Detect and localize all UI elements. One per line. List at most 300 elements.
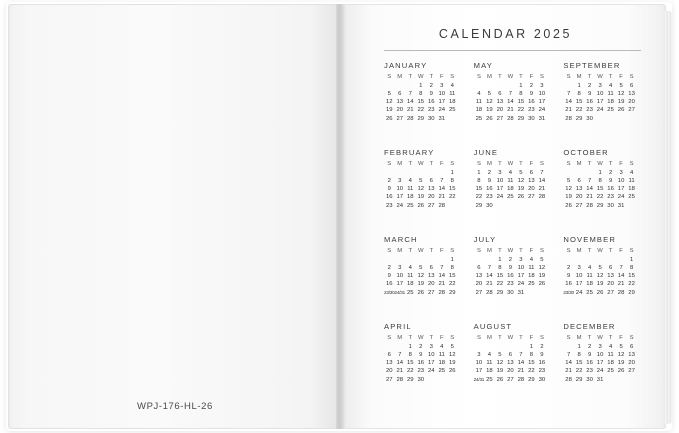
day-cell: 3: [619, 169, 623, 176]
weekday-header: S: [629, 335, 634, 341]
day-cell: 15: [517, 99, 525, 106]
day-cell: 30: [417, 376, 425, 383]
day-cell: 27: [575, 202, 583, 209]
weekday-header: S: [566, 335, 571, 341]
day-cell: 23/30: [384, 289, 395, 295]
day-cell: 23: [486, 194, 493, 201]
month-block: [563, 322, 647, 409]
day-cell: 27: [507, 376, 514, 383]
right-calendar-page: [346, 4, 666, 429]
month-table: [474, 73, 548, 123]
day-cell: 29: [417, 115, 425, 122]
day-cell-empty: [537, 202, 548, 210]
day-cell: 20: [496, 107, 504, 114]
month-block: [384, 148, 468, 235]
week-row: [563, 256, 637, 264]
week-row: [474, 351, 548, 359]
day-cell: 27: [528, 194, 535, 201]
day-cell: 1: [629, 256, 634, 263]
day-cell: 24: [596, 107, 604, 114]
weekday-header-row: [474, 160, 548, 169]
day-cell: 4: [450, 82, 454, 89]
month-block: [563, 235, 647, 322]
day-cell: 2: [608, 169, 613, 176]
day-cell: 21: [517, 368, 525, 375]
month-block: [384, 235, 468, 322]
day-cell: 24/31: [394, 289, 405, 295]
day-cell: 23: [507, 281, 514, 288]
weekday-header: T: [587, 74, 592, 80]
day-cell: 6: [429, 264, 433, 271]
day-cell: 31: [438, 115, 446, 122]
weekday-header: W: [507, 248, 514, 254]
day-cell-empty: [447, 115, 458, 123]
day-cell: 21: [396, 368, 404, 375]
day-cell: 14: [486, 273, 493, 280]
day-cell: 22: [448, 194, 456, 201]
weekday-header: M: [397, 74, 403, 80]
week-row: [563, 185, 637, 193]
week-row: [384, 289, 458, 297]
weekday-header: M: [576, 74, 582, 80]
day-cell-empty: [437, 256, 448, 264]
day-cell-empty: [405, 82, 416, 90]
day-cell: 22: [596, 194, 604, 201]
day-cell-empty: [395, 256, 406, 264]
week-row: [563, 343, 637, 351]
day-cell: 5: [487, 90, 492, 97]
day-cell-empty: [626, 115, 637, 123]
day-cell: 17: [396, 194, 404, 201]
month-table: [474, 334, 548, 384]
day-cell-empty: [484, 343, 495, 351]
week-row: [474, 185, 548, 193]
weekday-header: T: [408, 248, 413, 254]
day-cell: 26: [565, 202, 572, 209]
day-cell: 25: [607, 368, 614, 375]
week-row: [563, 202, 637, 210]
day-cell-empty: [584, 256, 595, 264]
month-block: [384, 61, 468, 148]
day-cell-empty: [505, 202, 516, 210]
week-row: [563, 367, 637, 375]
day-cell: 26: [448, 368, 456, 375]
weekday-header: F: [439, 74, 444, 80]
month-table: [474, 160, 548, 210]
day-cell: 12: [565, 186, 572, 193]
weekday-header: W: [417, 74, 424, 80]
day-cell: 14: [586, 186, 593, 193]
day-cell: 20: [507, 368, 514, 375]
day-cell: 4: [440, 343, 444, 350]
day-cell: 1: [577, 343, 581, 350]
day-cell: 2: [419, 343, 423, 350]
day-cell: 25: [448, 107, 456, 114]
day-cell: 1: [519, 82, 523, 89]
weekday-header: T: [519, 248, 523, 254]
day-cell: 4: [508, 169, 513, 176]
weekday-header: T: [519, 161, 523, 167]
day-cell: 10: [396, 186, 404, 193]
day-cell: 23: [586, 368, 593, 375]
sku-label: WPJ-176-HL-26: [137, 401, 213, 412]
day-cell: 14: [438, 273, 446, 280]
title-divider: [384, 50, 641, 51]
day-cell: 12: [617, 351, 625, 358]
day-cell: 18: [448, 99, 456, 106]
weekday-header: M: [486, 335, 492, 341]
day-cell: 7: [440, 177, 444, 184]
day-cell: 18: [586, 281, 593, 288]
day-cell: 27: [396, 115, 404, 122]
weekday-header: F: [439, 161, 444, 167]
day-cell: 26: [496, 376, 504, 383]
day-cell: 9: [387, 273, 391, 280]
day-cell: 20: [396, 107, 404, 114]
day-cell: 26: [538, 281, 546, 288]
day-cell: 13: [575, 186, 583, 193]
day-cell: 30: [586, 376, 593, 383]
day-cell: 11: [607, 351, 614, 358]
month-block: [474, 148, 558, 235]
day-cell: 8: [477, 177, 481, 184]
day-cell: 2: [587, 343, 592, 350]
day-cell: 28: [517, 376, 525, 383]
day-cell: 27: [427, 289, 435, 296]
day-cell: 3: [477, 351, 481, 358]
weekday-header: F: [529, 335, 534, 341]
day-cell: 28: [406, 115, 414, 122]
weekday-header: S: [476, 161, 481, 167]
day-cell: 12: [486, 99, 493, 106]
day-cell: 7: [587, 177, 592, 184]
day-cell: 28: [486, 289, 493, 296]
weekday-header: S: [450, 248, 455, 254]
day-cell: 14: [438, 186, 446, 193]
month-table: [384, 73, 458, 123]
day-cell: 23: [538, 368, 546, 375]
day-cell-empty: [447, 202, 458, 210]
week-row: [384, 115, 458, 123]
day-cell: 3: [429, 343, 433, 350]
week-row: [384, 106, 458, 114]
week-row: [563, 82, 637, 90]
day-cell: 5: [498, 351, 502, 358]
weekday-header: M: [486, 74, 492, 80]
weekday-header: W: [597, 248, 603, 254]
weekday-header: S: [539, 248, 544, 254]
day-cell: 9: [429, 90, 433, 97]
day-cell: 7: [487, 264, 492, 271]
weekday-header: M: [397, 248, 403, 254]
week-row: [563, 376, 637, 384]
week-row: [563, 272, 637, 280]
day-cell: 24: [438, 107, 446, 114]
day-cell-empty: [495, 343, 506, 351]
day-cell: 3: [519, 256, 523, 263]
day-cell: 28: [586, 202, 593, 209]
day-cell-empty: [526, 289, 537, 297]
week-row: [563, 177, 637, 185]
day-cell: 1: [498, 256, 502, 263]
month-name: MAY: [473, 61, 493, 70]
day-cell: 14: [507, 99, 514, 106]
day-cell: 6: [629, 82, 634, 89]
week-row: [563, 289, 637, 297]
month-table: [384, 334, 458, 384]
weekday-header-row: [563, 334, 637, 343]
day-cell: 17: [496, 186, 504, 193]
day-cell: 30: [607, 202, 614, 209]
day-cell: 11: [407, 186, 414, 193]
day-cell: 16: [427, 99, 435, 106]
week-row: [563, 98, 637, 106]
day-cell: 13: [507, 360, 514, 367]
day-cell: 13: [396, 99, 404, 106]
left-blank-page: [8, 4, 336, 429]
day-cell: 24: [617, 194, 625, 201]
day-cell: 12: [417, 186, 425, 193]
weekday-header: F: [529, 74, 534, 80]
weekday-header: S: [629, 248, 634, 254]
day-cell: 16: [507, 273, 514, 280]
week-row: [563, 264, 637, 272]
day-cell: 8: [577, 351, 581, 358]
day-cell: 18: [438, 360, 446, 367]
day-cell: 16: [486, 186, 493, 193]
day-cell: 2: [540, 343, 544, 350]
day-cell: 21: [586, 194, 593, 201]
weekday-header: T: [498, 74, 502, 80]
weekday-header: S: [387, 335, 392, 341]
day-cell: 7: [566, 351, 571, 358]
day-cell: 21: [565, 368, 572, 375]
day-cell: 8: [408, 351, 412, 358]
weekday-header: S: [566, 161, 571, 167]
day-cell: 6: [529, 169, 534, 176]
day-cell: 6: [498, 90, 502, 97]
day-cell: 20: [575, 194, 583, 201]
day-cell: 4: [408, 264, 412, 271]
weekday-header: F: [439, 335, 444, 341]
day-cell: 31: [517, 289, 525, 296]
day-cell: 26: [617, 368, 625, 375]
day-cell: 6: [429, 177, 433, 184]
day-cell: 28: [565, 115, 572, 122]
day-cell: 25: [486, 376, 493, 383]
week-row: [384, 193, 458, 201]
day-cell: 5: [419, 264, 423, 271]
day-cell: 12: [417, 273, 425, 280]
week-row: [474, 256, 548, 264]
day-cell: 20: [628, 99, 635, 106]
weekday-header: T: [587, 161, 592, 167]
weekday-header: T: [429, 74, 434, 80]
week-row: [474, 289, 548, 297]
day-cell: 17: [575, 281, 583, 288]
day-cell: 15: [596, 186, 604, 193]
week-row: [474, 177, 548, 185]
week-row: [384, 367, 458, 375]
day-cell: 16: [586, 99, 593, 106]
day-cell-empty: [495, 202, 506, 210]
day-cell: 19: [617, 360, 625, 367]
day-cell: 5: [387, 90, 391, 97]
weekday-header: T: [429, 161, 434, 167]
day-cell: 22: [448, 281, 456, 288]
week-row: [384, 82, 458, 90]
day-cell: 9: [529, 90, 534, 97]
day-cell: 27: [385, 376, 393, 383]
day-cell: 20: [475, 281, 483, 288]
day-cell: 9: [608, 177, 613, 184]
day-cell: 14: [396, 360, 404, 367]
day-cell: 13: [628, 90, 635, 97]
day-cell: 6: [508, 351, 513, 358]
weekday-header: M: [397, 161, 403, 167]
month-name: OCTOBER: [563, 148, 609, 157]
day-cell: 15: [417, 99, 425, 106]
day-cell: 22: [406, 368, 414, 375]
weekday-header: T: [608, 248, 613, 254]
day-cell: 23: [427, 107, 435, 114]
day-cell: 19: [417, 194, 425, 201]
day-cell: 26: [385, 115, 393, 122]
day-cell: 24: [396, 202, 404, 209]
weekday-header: W: [597, 74, 603, 80]
week-row: [563, 193, 637, 201]
month-name: DECEMBER: [563, 322, 616, 331]
day-cell: 26: [596, 289, 604, 296]
month-name: MARCH: [384, 235, 418, 244]
weekday-header: F: [529, 248, 534, 254]
page-title: CALENDAR 2025: [438, 27, 573, 41]
day-cell-empty: [484, 256, 495, 264]
open-planner-book: [8, 4, 668, 429]
weekday-header: F: [619, 74, 623, 80]
week-row: [384, 359, 458, 367]
day-cell: 15: [628, 273, 635, 280]
day-cell: 29: [575, 115, 583, 122]
day-cell-empty: [447, 376, 458, 384]
day-cell: 2: [566, 264, 571, 271]
day-cell: 2: [529, 82, 534, 89]
weekday-header: M: [576, 248, 582, 254]
day-cell-empty: [395, 169, 406, 177]
weekday-header: T: [519, 74, 523, 80]
week-row: [563, 351, 637, 359]
day-cell: 14: [406, 99, 414, 106]
day-cell: 12: [385, 99, 393, 106]
weekday-header: F: [619, 248, 623, 254]
day-cell: 18: [406, 194, 414, 201]
weekday-header: M: [397, 335, 403, 341]
week-row: [563, 169, 637, 177]
day-cell: 22: [628, 281, 635, 288]
day-cell: 21: [438, 281, 446, 288]
weekday-header: S: [450, 161, 455, 167]
day-cell: 2: [387, 177, 391, 184]
day-cell-empty: [563, 169, 574, 177]
day-cell: 9: [587, 90, 592, 97]
day-cell: 17: [617, 186, 625, 193]
day-cell: 17: [427, 360, 435, 367]
day-cell: 5: [619, 343, 623, 350]
day-cell: 5: [519, 169, 523, 176]
week-row: [474, 106, 548, 114]
day-cell: 13: [475, 273, 483, 280]
day-cell: 29: [496, 289, 504, 296]
day-cell: 6: [477, 264, 481, 271]
day-cell: 24/31: [473, 376, 485, 382]
weekday-header: S: [450, 335, 455, 341]
day-cell: 12: [538, 264, 546, 271]
week-row: [474, 169, 548, 177]
day-cell: 18: [607, 99, 614, 106]
day-cell: 16: [538, 360, 546, 367]
day-cell-empty: [384, 169, 395, 177]
day-cell: 12: [496, 360, 504, 367]
day-cell: 20: [427, 194, 435, 201]
day-cell-empty: [563, 82, 574, 90]
weekday-header: T: [498, 248, 502, 254]
week-row: [474, 280, 548, 288]
day-cell: 5: [540, 256, 544, 263]
day-cell: 19: [565, 194, 572, 201]
day-cell: 22: [417, 107, 425, 114]
month-name: JANUARY: [384, 61, 428, 70]
day-cell: 15: [475, 186, 483, 193]
day-cell: 14: [538, 177, 546, 184]
day-cell-empty: [405, 169, 416, 177]
day-cell: 13: [607, 273, 614, 280]
day-cell: 18: [486, 368, 493, 375]
weekday-header-row: [384, 160, 458, 169]
day-cell: 11: [438, 351, 445, 358]
day-cell: 28: [507, 115, 514, 122]
day-cell: 22: [475, 194, 483, 201]
weekday-header: S: [450, 74, 455, 80]
day-cell: 9: [419, 351, 423, 358]
day-cell: 4: [629, 169, 634, 176]
weekday-header: T: [408, 335, 413, 341]
day-cell: 8: [629, 264, 634, 271]
day-cell: 30: [486, 202, 493, 209]
day-cell: 3: [540, 82, 544, 89]
weekday-header: T: [408, 74, 413, 80]
day-cell: 8: [519, 90, 523, 97]
day-cell: 8: [450, 264, 454, 271]
week-row: [474, 367, 548, 375]
day-cell-empty: [426, 256, 437, 264]
weekday-header: F: [619, 335, 623, 341]
month-name: APRIL: [384, 322, 412, 331]
day-cell-empty: [474, 82, 485, 90]
day-cell: 17: [538, 99, 546, 106]
week-row: [384, 376, 458, 384]
day-cell-empty: [426, 169, 437, 177]
day-cell: 7: [566, 90, 571, 97]
day-cell: 2: [587, 82, 592, 89]
weekday-header: W: [507, 161, 514, 167]
day-cell: 10: [596, 351, 604, 358]
day-cell: 31: [617, 202, 625, 209]
weekday-header: T: [587, 335, 592, 341]
day-cell: 10: [617, 177, 625, 184]
day-cell: 10: [517, 264, 525, 271]
week-row: [474, 264, 548, 272]
day-cell: 21: [406, 107, 414, 114]
